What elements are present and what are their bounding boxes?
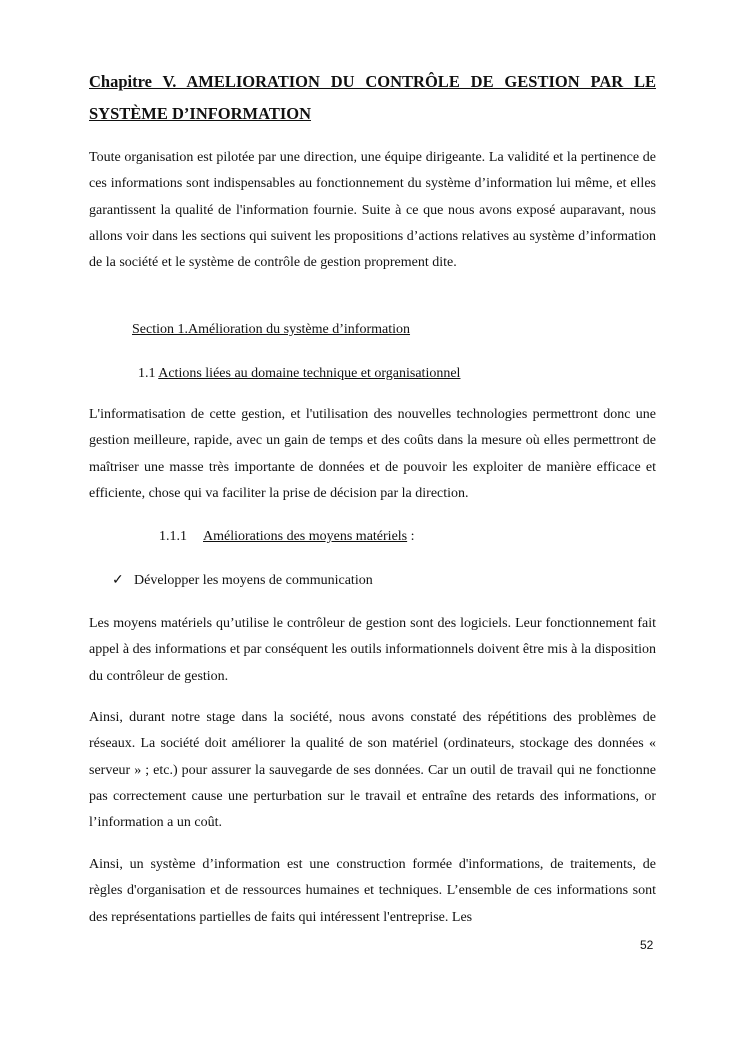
paragraph-informatisation: L'informatisation de cette gestion, et l'utilisation des nouvelles technologies permettront donc une gestion meilleure, rapide, avec un gain de temps et des coûts dans la mesure où elles permettront de maîtriser une masse très importante de données et de pouvoir les exploiter de manière efficace et efficiente, chose qui va faciliter la prise de décision par la direction. (89, 407, 656, 501)
paragraph-intro: Toute organisation est pilotée par une direction, une équipe dirigeante. La validité et la pertinence de ces informations sont indispensables au fonctionnement du système d’information lui même, et elles garantissent la qualité de l'information fournie. Suite à ce que nous avons exposé auparavant, nous allons voir dans les sections qui suivent les propositions d’actions relatives au système d’information de la société et le système de contrôle de gestion proprement dite. (89, 150, 656, 271)
paragraph-systeme-information: Ainsi, un système d’information est une construction formée d'informations, de traitements, de règles d'organisation et de ressources humaines et techniques. L’ensemble de ces informations sont des représentations partielles de faits qui intéressent l'entreprise. Les (89, 857, 656, 925)
bullet-text: Développer les moyens de communication (134, 573, 373, 588)
chapter-title (89, 66, 656, 130)
paragraph-moyens-materiels: Les moyens matériels qu’utilise le contrôleur de gestion sont des logiciels. Leur fonctionnement fait appel à des informations et par conséquent les outils informationnels doivent être mis à la disposition du contrôleur de gestion. (89, 616, 656, 684)
checkmark-icon: ✓ (112, 573, 124, 588)
subsection-1-1-heading (138, 364, 460, 384)
subsection-1-1-label: Actions liées au domaine technique et organisationnel (158, 366, 461, 381)
subsection-1-1-1-heading (159, 527, 415, 547)
subsection-1-1-1-suffix: : (407, 529, 415, 544)
subsection-1-1-number: 1.1 (138, 366, 156, 381)
bullet-item (112, 571, 373, 591)
section-1-heading (132, 320, 410, 340)
page-number: 52 (640, 938, 654, 952)
paragraph-stage-reseaux: Ainsi, durant notre stage dans la société, nous avons constaté des répétitions des problèmes de réseaux. La société doit améliorer la qualité de son matériel (ordinateurs, stockage des données « serveur » ; etc.) pour assurer la sauvegarde de ses données. Car un outil de travail qui ne fonctionne pas correctement cause une perturbation sur le travail et entraîne des retards des informations, or l’information a un coût. (89, 710, 656, 831)
subsection-1-1-1-number: 1.1.1 (159, 529, 187, 544)
section-1-label: Section 1.Amélioration du système d’information (132, 322, 411, 337)
chapter-title-text: Chapitre V. AMELIORATION DU CONTRÔLE DE GESTION PAR LE SYSTÈME D’INFORMATION (89, 72, 656, 123)
subsection-1-1-1-label: Améliorations des moyens matériels (203, 529, 408, 544)
